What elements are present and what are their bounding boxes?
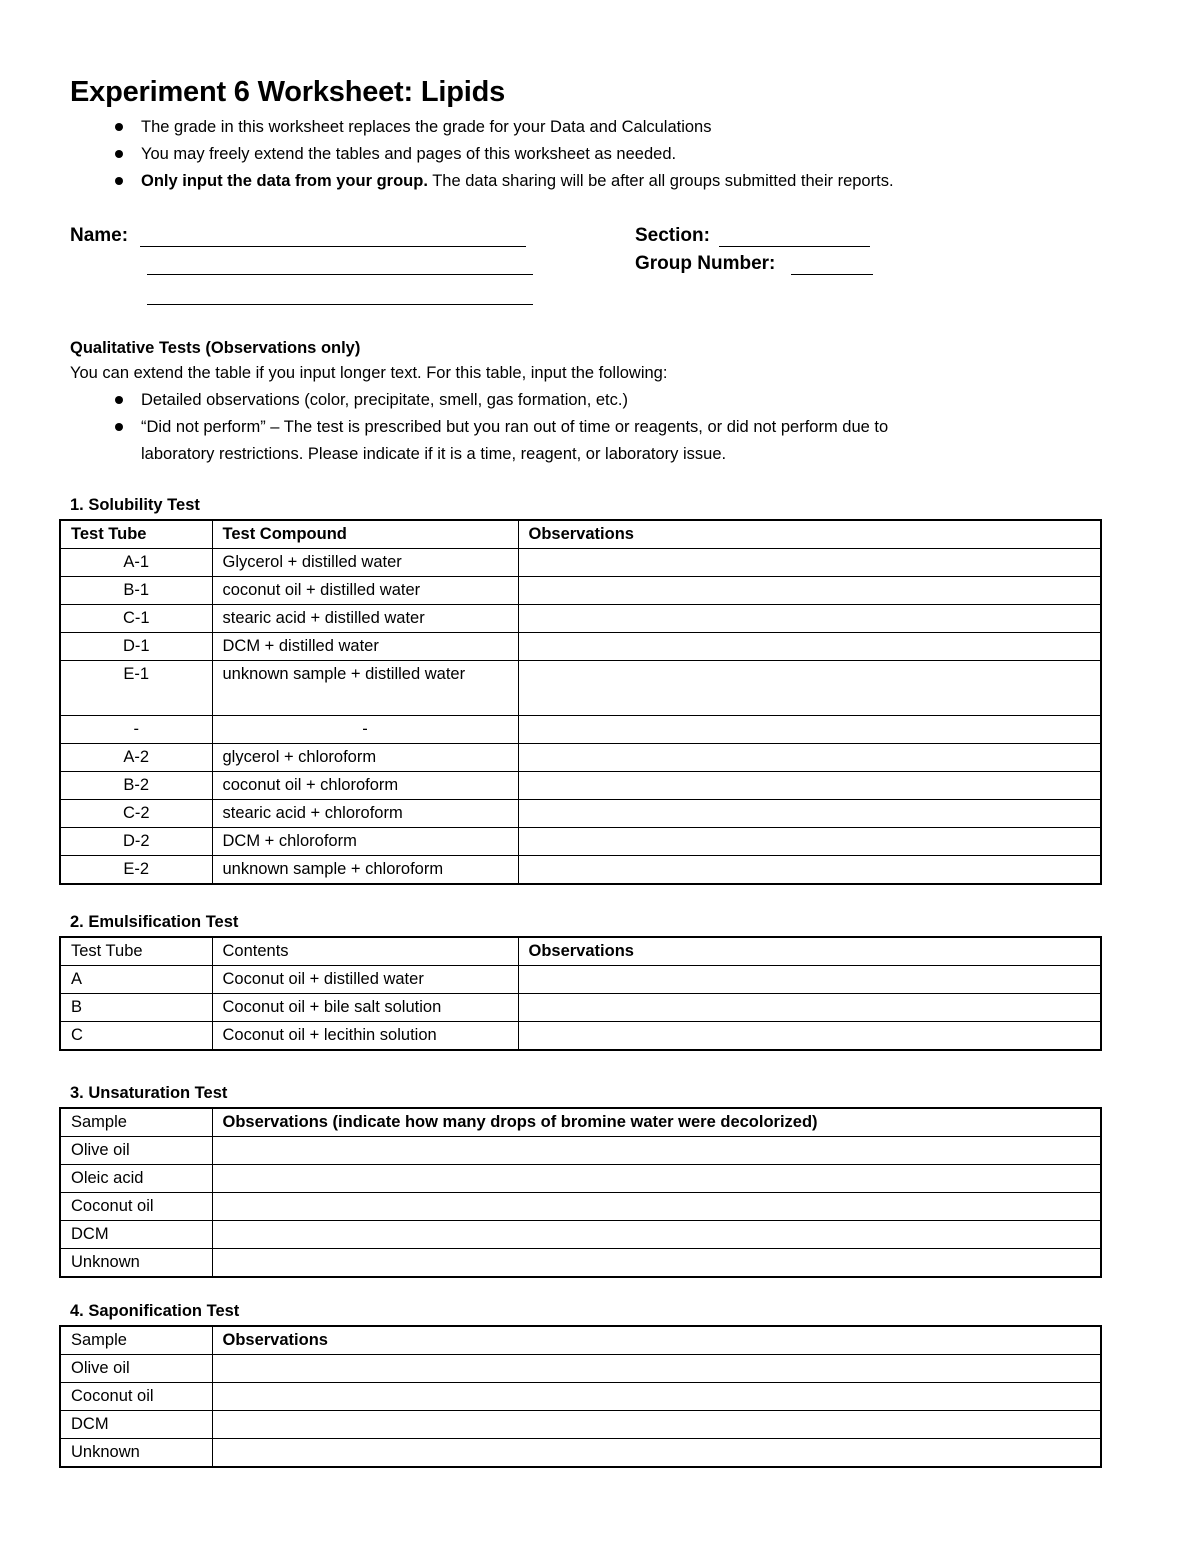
qualitative-bullet: “Did not perform” – The test is prescribed but you ran out of time or reagents, or did not perform due to laboratory restrictions. Please indicate if it is a time, reagent, or laboratory issue. (70, 414, 1101, 468)
table-header-row (60, 1326, 1101, 1355)
name-field-3[interactable] (147, 304, 533, 305)
page-title: Experiment 6 Worksheet: Lipids (70, 76, 506, 108)
emulsification-table (59, 936, 1102, 1051)
table-row (60, 577, 1101, 605)
sample-cell: Coconut oil (60, 1383, 212, 1411)
table-row (60, 744, 1101, 772)
table-header-row (60, 1108, 1101, 1137)
observations-cell[interactable] (518, 716, 1101, 744)
sample-cell: Olive oil (60, 1355, 212, 1383)
test-tube-cell: C-2 (60, 800, 212, 828)
table-row (60, 1383, 1101, 1411)
compound-cell: DCM + distilled water (212, 633, 518, 661)
intro-bullet-bold: Only input the data from your group. (141, 172, 428, 190)
compound-cell: DCM + chloroform (212, 828, 518, 856)
column-header: Observations (518, 520, 1101, 549)
test-tube-cell: - (60, 716, 212, 744)
test-tube-cell: B-1 (60, 577, 212, 605)
table-row (60, 1249, 1101, 1278)
compound-cell: - (212, 716, 518, 744)
qualitative-bullet: Detailed observations (color, precipitate, smell, gas formation, etc.) (70, 387, 1101, 414)
table-row (60, 1022, 1101, 1051)
qualitative-heading: Qualitative Tests (Observations only) (70, 339, 361, 357)
observations-cell[interactable] (518, 856, 1101, 885)
saponification-table (59, 1325, 1102, 1468)
observations-cell[interactable] (518, 994, 1101, 1022)
table-row (60, 661, 1101, 716)
table-header-row (60, 937, 1101, 966)
table-row (60, 966, 1101, 994)
table-row (60, 1355, 1101, 1383)
name-field-1[interactable] (140, 246, 526, 247)
table-row (60, 1165, 1101, 1193)
observations-cell[interactable] (518, 772, 1101, 800)
qualitative-instruction: You can extend the table if you input longer text. For this table, input the following: (70, 364, 668, 382)
sample-cell: Oleic acid (60, 1165, 212, 1193)
column-header: Contents (212, 937, 518, 966)
test-tube-cell: E-1 (60, 661, 212, 716)
test-tube-cell: B-2 (60, 772, 212, 800)
test-tube-cell: C-1 (60, 605, 212, 633)
section-field[interactable] (719, 246, 870, 247)
intro-bullet-list (70, 114, 894, 195)
test-tube-cell: A (60, 966, 212, 994)
table-row (60, 1193, 1101, 1221)
intro-bullet: The grade in this worksheet replaces the grade for your Data and Calculations (70, 114, 894, 141)
column-header: Sample (60, 1326, 212, 1355)
sample-cell: Unknown (60, 1439, 212, 1468)
compound-cell: coconut oil + distilled water (212, 577, 518, 605)
observations-cell[interactable] (518, 549, 1101, 577)
saponification-heading: 4. Saponification Test (70, 1302, 240, 1320)
table-row (60, 1439, 1101, 1468)
unsaturation-heading: 3. Unsaturation Test (70, 1084, 228, 1102)
solubility-heading: 1. Solubility Test (70, 496, 200, 514)
qualitative-bullet-list (70, 387, 1101, 468)
sample-cell: Coconut oil (60, 1193, 212, 1221)
table-row (60, 605, 1101, 633)
name-field-2[interactable] (147, 274, 533, 275)
table-row (60, 549, 1101, 577)
solubility-table (59, 519, 1102, 885)
observations-cell[interactable] (212, 1193, 1101, 1221)
test-tube-cell: E-2 (60, 856, 212, 885)
compound-cell: Glycerol + distilled water (212, 549, 518, 577)
group-number-label: Group Number: (635, 253, 776, 274)
unsaturation-table (59, 1107, 1102, 1278)
sample-cell: DCM (60, 1411, 212, 1439)
column-header: Test Tube (60, 937, 212, 966)
column-header: Observations (212, 1326, 1101, 1355)
table-row (60, 1411, 1101, 1439)
name-label: Name: (70, 225, 129, 246)
observations-cell[interactable] (518, 577, 1101, 605)
observations-cell[interactable] (518, 744, 1101, 772)
column-header: Sample (60, 1108, 212, 1137)
table-row (60, 856, 1101, 885)
table-row (60, 633, 1101, 661)
table-row (60, 800, 1101, 828)
group-number-field[interactable] (791, 274, 873, 275)
table-row (60, 994, 1101, 1022)
contents-cell: Coconut oil + bile salt solution (212, 994, 518, 1022)
intro-bullet: Only input the data from your group. The data sharing will be after all groups submitted their reports. (70, 168, 894, 195)
compound-cell: stearic acid + chloroform (212, 800, 518, 828)
test-tube-cell: C (60, 1022, 212, 1051)
compound-cell: unknown sample + chloroform (212, 856, 518, 885)
contents-cell: Coconut oil + lecithin solution (212, 1022, 518, 1051)
test-tube-cell: A-2 (60, 744, 212, 772)
table-row (60, 772, 1101, 800)
table-row (60, 1221, 1101, 1249)
column-header: Observations (indicate how many drops of bromine water were decolorized) (212, 1108, 1101, 1137)
observations-cell[interactable] (518, 605, 1101, 633)
observations-cell[interactable] (518, 661, 1101, 716)
column-header: Observations (518, 937, 1101, 966)
intro-bullet: You may freely extend the tables and pages of this worksheet as needed. (70, 141, 894, 168)
section-label: Section: (635, 225, 710, 246)
observations-cell[interactable] (212, 1355, 1101, 1383)
table-row (60, 828, 1101, 856)
sample-cell: Olive oil (60, 1137, 212, 1165)
observations-cell[interactable] (518, 828, 1101, 856)
observations-cell[interactable] (518, 1022, 1101, 1051)
test-tube-cell: D-2 (60, 828, 212, 856)
test-tube-cell: D-1 (60, 633, 212, 661)
column-header: Test Tube (60, 520, 212, 549)
observations-cell[interactable] (212, 1383, 1101, 1411)
observations-cell[interactable] (212, 1411, 1101, 1439)
sample-cell: Unknown (60, 1249, 212, 1278)
observations-cell[interactable] (518, 633, 1101, 661)
test-tube-cell: A-1 (60, 549, 212, 577)
observations-cell[interactable] (212, 1249, 1101, 1278)
observations-cell[interactable] (518, 966, 1101, 994)
compound-cell: unknown sample + distilled water (212, 661, 518, 716)
table-header-row (60, 520, 1101, 549)
compound-cell: stearic acid + distilled water (212, 605, 518, 633)
emulsification-heading: 2. Emulsification Test (70, 913, 239, 931)
table-row (60, 716, 1101, 744)
compound-cell: coconut oil + chloroform (212, 772, 518, 800)
column-header: Test Compound (212, 520, 518, 549)
observations-cell[interactable] (212, 1439, 1101, 1468)
compound-cell: glycerol + chloroform (212, 744, 518, 772)
test-tube-cell: B (60, 994, 212, 1022)
observations-cell[interactable] (212, 1137, 1101, 1165)
observations-cell[interactable] (518, 800, 1101, 828)
sample-cell: DCM (60, 1221, 212, 1249)
observations-cell[interactable] (212, 1165, 1101, 1193)
contents-cell: Coconut oil + distilled water (212, 966, 518, 994)
table-row (60, 1137, 1101, 1165)
observations-cell[interactable] (212, 1221, 1101, 1249)
